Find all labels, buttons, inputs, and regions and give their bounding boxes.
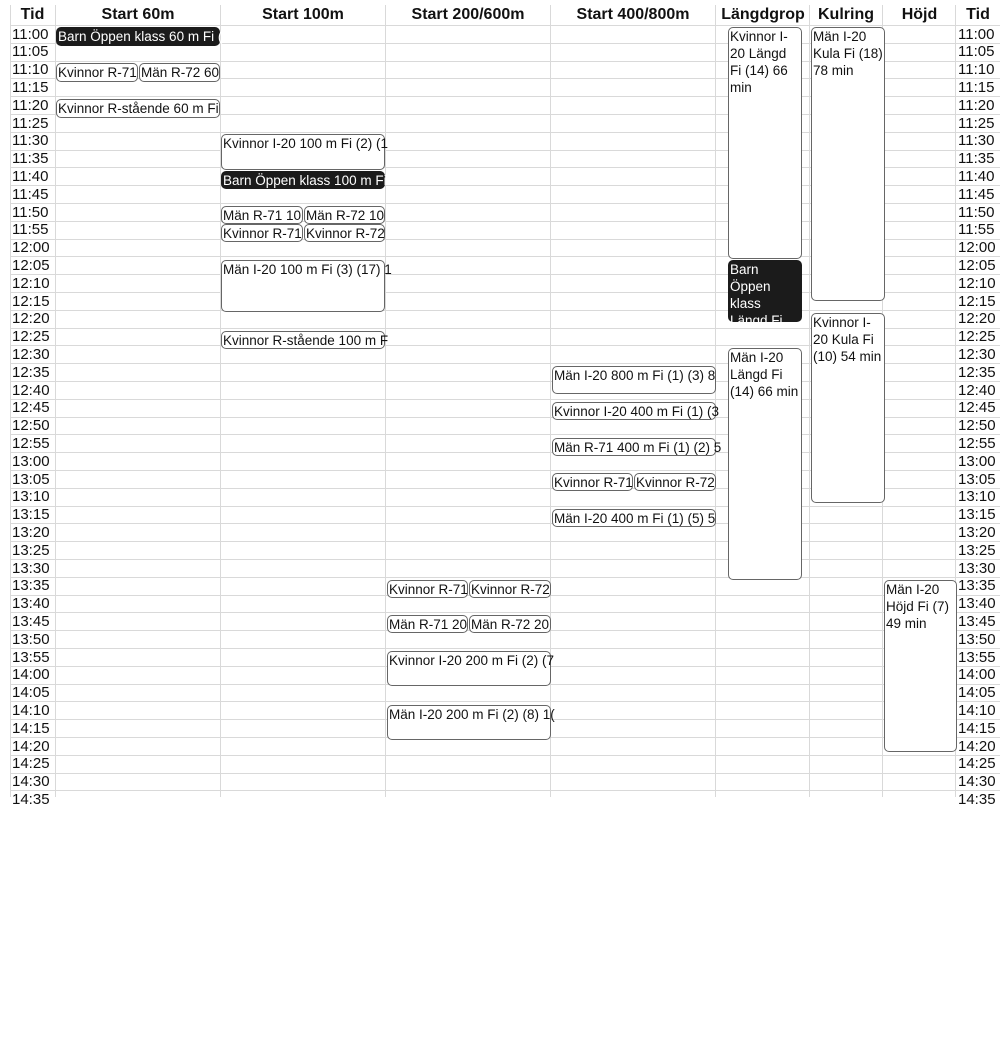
time-label-left: 13:40: [12, 595, 50, 612]
grid-line: [385, 5, 386, 797]
grid-line: [715, 5, 716, 797]
time-label-right: 12:05: [958, 257, 996, 274]
time-label-left: 12:00: [12, 239, 50, 256]
time-label-right: 12:45: [958, 399, 996, 416]
time-label-left: 13:55: [12, 649, 50, 666]
event-man-r71-200m[interactable]: Män R-71 20: [389, 617, 468, 632]
grid-line: [55, 5, 56, 797]
time-label-left: 11:20: [12, 97, 49, 114]
row-line: [10, 506, 1000, 507]
time-label-right: 13:35: [958, 577, 996, 594]
time-label-left: 14:35: [12, 791, 50, 808]
time-label-right: 13:05: [958, 471, 996, 488]
time-label-right: 13:15: [958, 506, 996, 523]
event-man-i20-400m[interactable]: Män I-20 400 m Fi (1) (5) 5: [554, 511, 716, 526]
time-label-right: 13:00: [958, 453, 996, 470]
header-kulring: Kulring: [818, 6, 874, 23]
event-kvinnor-rstaende-60m[interactable]: Kvinnor R-stående 60 m Fi: [58, 101, 219, 116]
header-start-60m: Start 60m: [101, 6, 175, 23]
row-line: [10, 541, 1000, 542]
time-label-right: 12:10: [958, 275, 996, 292]
row-line: [10, 755, 1000, 756]
event-man-r72-100m[interactable]: Män R-72 10: [306, 208, 385, 223]
time-label-right: 13:50: [958, 631, 996, 648]
time-label-right: 13:45: [958, 613, 996, 630]
row-line: [10, 577, 1000, 578]
row-line: [10, 310, 1000, 311]
event-man-i20-800m[interactable]: Män I-20 800 m Fi (1) (3) 8: [552, 366, 716, 394]
event-kvinnor-r72-200m[interactable]: Kvinnor R-72: [471, 582, 550, 597]
event-man-i20-100m[interactable]: Män I-20 100 m Fi (3) (17) 1: [221, 260, 385, 312]
time-label-left: 14:00: [12, 666, 50, 683]
time-label-left: 12:15: [12, 293, 50, 310]
event-barn-100m[interactable]: Barn Öppen klass 100 m Fi: [223, 173, 387, 188]
time-label-left: 13:45: [12, 613, 50, 630]
time-label-left: 11:30: [12, 132, 49, 149]
event-kvinnor-i20-kula[interactable]: Kvinnor I-20 Kula Fi (10) 54 min: [811, 313, 885, 503]
time-label-right: 12:35: [958, 364, 996, 381]
row-line: [10, 648, 1000, 649]
time-label-right: 14:00: [958, 666, 996, 683]
time-label-right: 11:40: [958, 168, 995, 185]
event-man-r71-100m[interactable]: Män R-71 10: [223, 208, 302, 223]
time-label-left: 11:50: [12, 204, 49, 221]
time-label-right: 13:25: [958, 542, 996, 559]
time-label-left: 13:00: [12, 453, 50, 470]
time-label-left: 13:50: [12, 631, 50, 648]
time-label-right: 14:20: [958, 738, 996, 755]
time-label-left: 12:30: [12, 346, 50, 363]
event-man-r71-400m[interactable]: Män R-71 400 m Fi (1) (2) 5: [554, 440, 722, 455]
time-label-left: 13:25: [12, 542, 50, 559]
time-label-left: 11:40: [12, 168, 49, 185]
event-kvinnor-i20-200m[interactable]: Kvinnor I-20 200 m Fi (2) (7: [387, 651, 551, 686]
time-label-right: 14:25: [958, 755, 996, 772]
time-label-right: 12:30: [958, 346, 996, 363]
time-label-right: 11:50: [958, 204, 995, 221]
event-barn-langd[interactable]: Barn Öppen klass Längd Fi (2) 18: [728, 260, 802, 322]
time-label-right: 13:40: [958, 595, 996, 612]
time-label-right: 13:20: [958, 524, 996, 541]
grid-line: [809, 5, 810, 797]
time-label-left: 14:20: [12, 738, 50, 755]
time-label-left: 11:00: [12, 26, 49, 43]
event-man-r72-200m[interactable]: Män R-72 20: [471, 617, 550, 632]
time-label-left: 14:25: [12, 755, 50, 772]
time-label-right: 12:25: [958, 328, 996, 345]
time-label-left: 11:10: [12, 61, 49, 78]
time-label-right: 11:15: [958, 79, 995, 96]
event-man-i20-kula[interactable]: Män I-20 Kula Fi (18) 78 min: [811, 27, 885, 301]
time-label-left: 12:05: [12, 257, 50, 274]
time-label-left: 12:10: [12, 275, 50, 292]
time-label-right: 14:35: [958, 791, 996, 808]
event-kvinnor-rstaende-100m[interactable]: Kvinnor R-stående 100 m F: [223, 333, 389, 348]
time-label-right: 12:20: [958, 310, 996, 327]
time-label-right: 11:30: [958, 132, 995, 149]
header-tid-right: Tid: [966, 6, 990, 23]
time-label-left: 11:05: [12, 43, 49, 60]
header-hojd: Höjd: [901, 6, 938, 23]
time-label-left: 14:30: [12, 773, 50, 790]
time-label-right: 12:50: [958, 417, 996, 434]
time-label-left: 12:35: [12, 364, 50, 381]
event-man-i20-hojd[interactable]: Män I-20 Höjd Fi (7) 49 min: [884, 580, 957, 752]
time-label-left: 12:55: [12, 435, 50, 452]
event-kvinnor-r71-100m[interactable]: Kvinnor R-71: [223, 226, 302, 241]
time-label-right: 11:25: [958, 115, 995, 132]
time-label-left: 13:35: [12, 577, 50, 594]
row-line: [10, 701, 1000, 702]
header-tid-left: Tid: [20, 6, 45, 23]
header-start-200-600m: Start 200/600m: [411, 6, 525, 23]
time-label-right: 12:00: [958, 239, 996, 256]
time-label-right: 11:35: [958, 150, 995, 167]
time-label-left: 11:45: [12, 186, 49, 203]
header-start-100m: Start 100m: [262, 6, 344, 23]
header-langdgrop: Längdgrop: [721, 6, 805, 23]
event-man-i20-200m[interactable]: Män I-20 200 m Fi (2) (8) 1(: [387, 705, 551, 740]
time-label-right: 11:45: [958, 186, 995, 203]
time-label-right: 14:30: [958, 773, 996, 790]
event-kvinnor-r72-400m[interactable]: Kvinnor R-72: [636, 475, 715, 490]
row-line: [10, 559, 1000, 560]
event-kvinnor-i20-400m[interactable]: Kvinnor I-20 400 m Fi (1) (3: [554, 404, 720, 419]
time-label-left: 12:45: [12, 399, 50, 416]
time-label-left: 14:05: [12, 684, 50, 701]
event-kvinnor-r71-400m[interactable]: Kvinnor R-71: [554, 475, 633, 490]
time-label-right: 14:05: [958, 684, 996, 701]
time-label-right: 11:20: [958, 97, 995, 114]
row-line: [10, 25, 1000, 26]
time-label-right: 13:10: [958, 488, 996, 505]
time-label-left: 12:20: [12, 310, 50, 327]
time-label-left: 12:40: [12, 382, 50, 399]
time-label-left: 12:25: [12, 328, 50, 345]
time-label-right: 11:10: [958, 61, 995, 78]
time-label-left: 13:30: [12, 560, 50, 577]
event-kvinnor-r71-60m[interactable]: Kvinnor R-71: [58, 65, 137, 80]
event-kvinnor-i20-langd[interactable]: Kvinnor I-20 Längd Fi (14) 66 min: [728, 27, 802, 259]
event-barn-60m[interactable]: Barn Öppen klass 60 m Fi (: [58, 29, 223, 44]
time-label-right: 12:15: [958, 293, 996, 310]
event-kvinnor-i20-100m[interactable]: Kvinnor I-20 100 m Fi (2) (1: [221, 134, 385, 170]
time-label-right: 12:40: [958, 382, 996, 399]
event-kvinnor-r71-200m[interactable]: Kvinnor R-71: [389, 582, 468, 597]
time-label-left: 12:50: [12, 417, 50, 434]
event-man-r72-60m[interactable]: Män R-72 60: [141, 65, 220, 80]
time-label-left: 14:15: [12, 720, 50, 737]
time-label-right: 11:55: [958, 221, 995, 238]
time-label-left: 11:15: [12, 79, 49, 96]
grid-line: [10, 5, 11, 797]
time-label-left: 11:25: [12, 115, 49, 132]
time-label-left: 14:10: [12, 702, 50, 719]
time-label-right: 11:00: [958, 26, 995, 43]
grid-line: [220, 5, 221, 797]
row-line: [10, 790, 1000, 791]
time-label-right: 14:15: [958, 720, 996, 737]
event-kvinnor-r72-100m[interactable]: Kvinnor R-72: [306, 226, 385, 241]
time-label-left: 13:05: [12, 471, 50, 488]
time-label-right: 11:05: [958, 43, 995, 60]
time-label-left: 13:10: [12, 488, 50, 505]
time-label-left: 11:35: [12, 150, 49, 167]
header-start-400-800m: Start 400/800m: [576, 6, 690, 23]
row-line: [10, 523, 1000, 524]
event-man-i20-langd[interactable]: Män I-20 Längd Fi (14) 66 min: [728, 348, 802, 580]
time-label-right: 13:55: [958, 649, 996, 666]
time-label-right: 12:55: [958, 435, 996, 452]
time-label-left: 13:20: [12, 524, 50, 541]
time-label-left: 11:55: [12, 221, 49, 238]
row-line: [10, 773, 1000, 774]
row-line: [10, 612, 1000, 613]
time-label-left: 13:15: [12, 506, 50, 523]
time-label-right: 14:10: [958, 702, 996, 719]
time-label-right: 13:30: [958, 560, 996, 577]
